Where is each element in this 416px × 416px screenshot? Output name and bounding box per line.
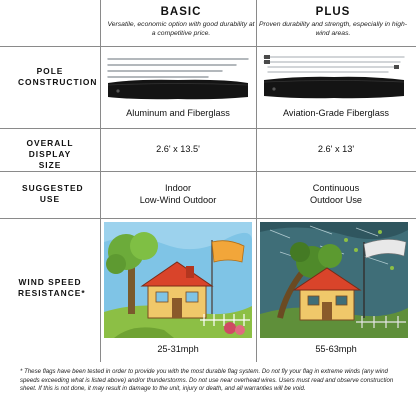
wind-speed-basic: 25-31mph	[157, 344, 199, 354]
row-divider	[0, 218, 416, 219]
suggested-use-line: Continuous	[312, 183, 360, 193]
column-description: Proven durability and strength, especially in high-wind areas.	[258, 21, 408, 37]
suggested-use-plus	[256, 183, 416, 206]
column-header-plus	[258, 6, 408, 38]
row-label-pole-construction: POLE CONSTRUCTION	[18, 66, 98, 87]
display-size-plus: 2.6' x 13'	[317, 144, 355, 154]
pole-kit-plus-icon	[260, 52, 408, 100]
row-divider	[0, 171, 416, 172]
suggested-use-line: Low-Wind Outdoor	[139, 194, 217, 205]
disclaimer-footnote: * These flags have been tested in order to provide you with the most durable flag system. Do not fly your flag in extreme winds (any wind speeds exceeding what is listed above) and/or thunderstorms. Do not use near overhead wires. Users must read and observe construction sheet. If this is not done, it may result in damage to the unit, injury or death, and all warranties will be void.	[20, 368, 394, 393]
storm-house-illustration	[260, 222, 408, 338]
row-label-display-size: OVERALL DISPLAY SIZE	[26, 138, 74, 170]
wind-speed-plus: 55-63mph	[315, 344, 357, 354]
suggested-use-basic	[100, 183, 256, 206]
column-divider	[256, 0, 257, 362]
pole-kit-basic-icon	[104, 52, 252, 100]
column-header-basic	[106, 6, 256, 38]
pole-construction-basic: Aluminum and Fiberglass	[126, 108, 230, 118]
suggested-use-line: Outdoor Use	[309, 194, 363, 205]
pole-construction-plus: Aviation-Grade Fiberglass	[282, 108, 390, 118]
suggested-use-line: Indoor	[164, 183, 192, 193]
row-label-wind-speed: WIND SPEED RESISTANCE*	[18, 277, 86, 298]
column-name: BASIC	[160, 6, 202, 18]
row-divider	[0, 128, 416, 129]
row-divider	[0, 46, 416, 47]
column-name: PLUS	[315, 6, 351, 18]
row-label-suggested-use: SUGGESTED USE	[22, 183, 84, 204]
display-size-basic: 2.6' x 13.5'	[156, 144, 200, 154]
column-description: Versatile, economic option with good durability at a competitive price.	[107, 21, 255, 37]
column-divider	[100, 0, 101, 362]
calm-house-illustration	[104, 222, 252, 338]
